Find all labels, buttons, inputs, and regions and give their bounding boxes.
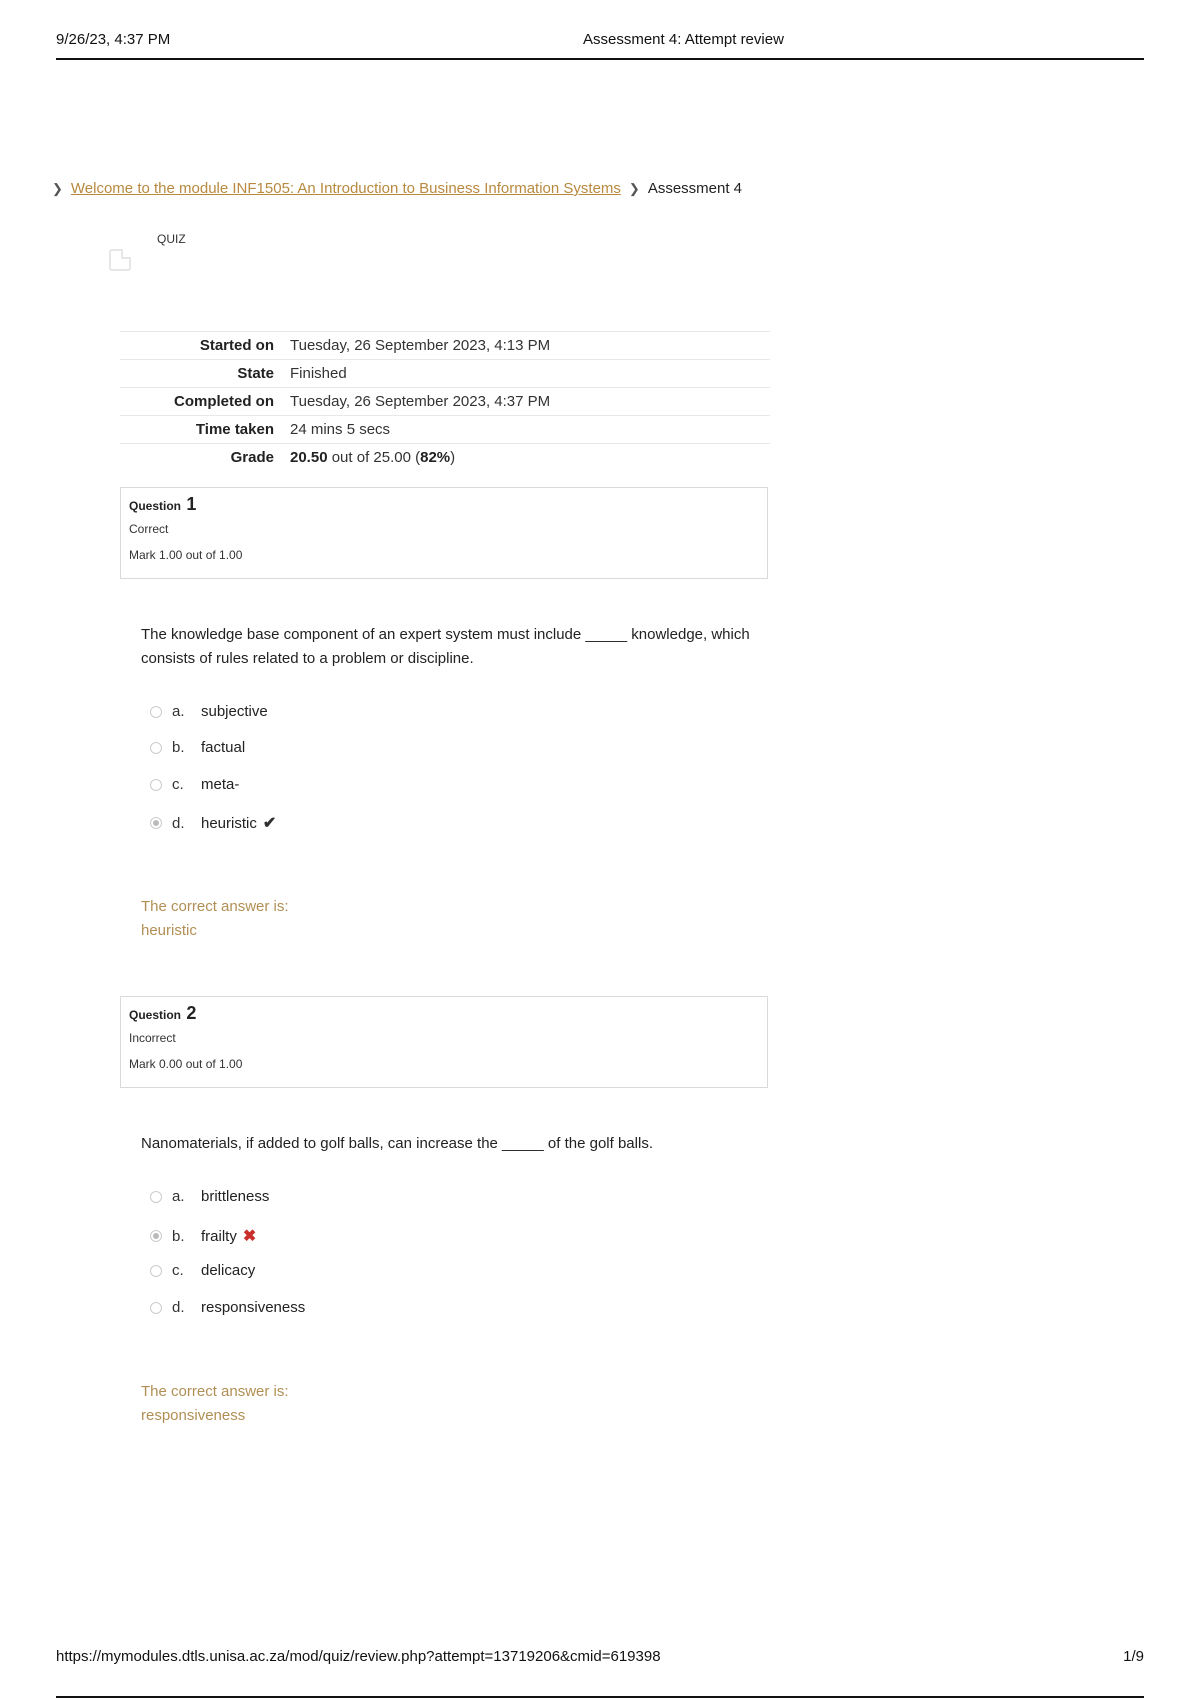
breadcrumb-current: Assessment 4	[647, 180, 743, 197]
grade-score: 20.50	[290, 449, 328, 466]
answer-text: frailty	[201, 1227, 237, 1245]
question-label: Question	[129, 499, 182, 513]
summary-value: Tuesday, 26 September 2023, 4:13 PM	[290, 337, 551, 354]
breadcrumb	[52, 180, 742, 197]
answer-option[interactable]	[150, 776, 239, 793]
radio-button[interactable]	[150, 1191, 162, 1203]
answer-text: delicacy	[201, 1262, 256, 1279]
summary-value: Finished	[290, 365, 347, 382]
page-number: 1/9	[1123, 1648, 1144, 1665]
question-number: 1	[186, 494, 197, 514]
cross-icon: ✖	[242, 1228, 257, 1245]
feedback-label: The correct answer is:	[141, 1383, 289, 1400]
question-mark: Mark 1.00 out of 1.00	[129, 548, 243, 562]
question-state: Incorrect	[129, 1031, 176, 1045]
answer-letter: c.	[172, 776, 184, 793]
answer-letter: b.	[172, 1227, 185, 1245]
grade-out-of: out of 25.00 (	[327, 449, 421, 466]
answer-letter: a.	[172, 703, 185, 720]
question-feedback	[141, 1380, 289, 1428]
chevron-right-icon: ❯	[52, 180, 63, 196]
answer-letter: c.	[172, 1262, 184, 1279]
answer-option[interactable]	[150, 1299, 305, 1316]
summary-label: Time taken	[195, 421, 274, 438]
summary-row	[120, 388, 770, 416]
summary-label: State	[237, 365, 274, 382]
feedback-label: The correct answer is:	[141, 898, 289, 915]
answer-option[interactable]	[150, 1262, 255, 1279]
print-header	[56, 26, 1144, 60]
summary-value: Tuesday, 26 September 2023, 4:37 PM	[290, 393, 551, 410]
checkmark-icon: ✔	[262, 815, 277, 832]
activity-type-label: QUIZ	[157, 232, 186, 246]
answer-letter: b.	[172, 739, 185, 756]
print-footer	[56, 1648, 1144, 1698]
question-mark: Mark 0.00 out of 1.00	[129, 1057, 243, 1071]
chevron-right-icon: ❯	[628, 180, 640, 196]
grade-close: )	[450, 449, 456, 466]
summary-row	[120, 332, 770, 360]
question-text: Nanomaterials, if added to golf balls, can increase the _____ of the golf balls.	[141, 1135, 653, 1152]
answer-text: meta-	[201, 776, 240, 793]
answer-option[interactable]	[150, 1188, 269, 1205]
answer-option-selected[interactable]	[150, 1226, 256, 1246]
question-info-box	[120, 487, 768, 579]
summary-label: Completed on	[174, 393, 274, 410]
question-info-box	[120, 996, 768, 1088]
summary-row-grade	[120, 444, 770, 472]
question-text: The knowledge base component of an expert system must include _____ knowledge, which consists of rules related to a problem or discipline.	[141, 626, 750, 667]
print-date: 9/26/23, 4:37 PM	[56, 31, 171, 48]
radio-button[interactable]	[150, 742, 162, 754]
grade-percent: 82%	[420, 449, 451, 466]
answer-letter: d.	[172, 1299, 185, 1316]
answer-text: subjective	[201, 703, 268, 720]
print-url: https://mymodules.dtls.unisa.ac.za/mod/quiz/review.php?attempt=13719206&cmid=619398	[56, 1648, 661, 1665]
answer-option[interactable]	[150, 703, 268, 720]
answer-letter: d.	[172, 814, 185, 832]
grade-label: Grade	[230, 449, 274, 466]
answer-text: factual	[201, 739, 246, 756]
feedback-answer: heuristic	[141, 922, 197, 939]
question-number: 2	[186, 1003, 197, 1023]
answer-option[interactable]	[150, 739, 245, 756]
radio-button[interactable]	[150, 706, 162, 718]
summary-label: Started on	[199, 337, 274, 354]
question-label: Question	[129, 1008, 182, 1022]
summary-value: 24 mins 5 secs	[290, 421, 391, 438]
attempt-summary-table	[120, 331, 770, 471]
quiz-icon	[109, 249, 131, 271]
answer-text: responsiveness	[201, 1299, 306, 1316]
answer-text: brittleness	[201, 1188, 270, 1205]
summary-row	[120, 360, 770, 388]
summary-row	[120, 416, 770, 444]
radio-button[interactable]	[150, 1265, 162, 1277]
breadcrumb-module-link[interactable]: Welcome to the module INF1505: An Introduction to Business Information Systems	[70, 180, 621, 197]
print-title: Assessment 4: Attempt review	[583, 31, 784, 48]
answer-letter: a.	[172, 1188, 185, 1205]
question-feedback	[141, 895, 289, 943]
answer-text: heuristic	[201, 814, 257, 832]
grade-value	[290, 444, 770, 472]
feedback-answer: responsiveness	[141, 1407, 246, 1424]
question-state: Correct	[129, 522, 169, 536]
radio-button[interactable]	[150, 1302, 162, 1314]
answer-option-selected[interactable]	[150, 813, 276, 833]
radio-button[interactable]	[150, 779, 162, 791]
radio-button-checked[interactable]	[150, 817, 162, 829]
radio-button-checked[interactable]	[150, 1230, 162, 1242]
